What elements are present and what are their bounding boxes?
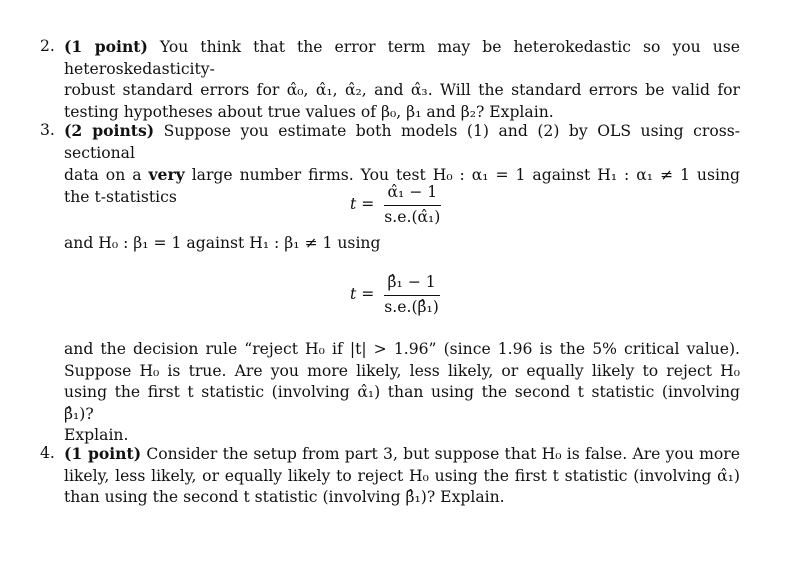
problem-number: 3. [40, 121, 55, 139]
problem-line: Explain. [64, 426, 129, 444]
problem-number: 4. [40, 444, 55, 462]
problem-line [64, 443, 740, 466]
problem-body [64, 443, 740, 509]
problem-text: large number firms. You test H₀ : α₁ = 1 against H₁ : α₁ ≠ 1 using [184, 166, 740, 184]
fraction [380, 182, 444, 228]
points-label: (1 point) [64, 37, 148, 56]
problem-text: data on a [64, 166, 149, 184]
problem-text: Consider the setup from part 3, but suppose that H₀ is false. Are you more [146, 445, 740, 463]
problem-line: and H₀ : β₁ = 1 against H₁ : β₁ ≠ 1 using [64, 234, 381, 252]
fraction-denominator: s.e.(β̂₁) [384, 297, 439, 316]
problem-line: testing hypotheses about true values of β₀, β₁ and β₂? Explain. [64, 102, 554, 121]
problem-line: using the first t statistic (involving α̂₁) than using the second t statistic (involving β̂₁)? [64, 383, 740, 423]
fraction-numerator: α̂₁ − 1 [384, 182, 442, 206]
problem-line: likely, less likely, or equally likely to reject H₀ using the first t statistic (involving α̂₁) [64, 466, 740, 485]
fraction [380, 272, 443, 318]
problem-line: the t-statistics [64, 187, 177, 206]
problem-number: 2. [40, 37, 55, 55]
points-label: (2 points) [64, 121, 155, 140]
problem-line: robust standard errors for α̂₀, α̂₁, α̂₂, and α̂₃. Will the standard errors be valid for [64, 81, 740, 99]
fraction-numerator: β̂₁ − 1 [384, 272, 440, 296]
problem-line: Suppose H₀ is true. Are you more likely, less likely, or equally likely to reject H₀ [64, 361, 740, 380]
problem-3-tail [40, 339, 740, 447]
problem-4 [40, 443, 740, 509]
equation-lhs: t = [350, 195, 375, 214]
problem-line [64, 120, 740, 164]
problem-text: You think that the error term may be heterokedastic so you use heteroskedasticity- [64, 38, 740, 78]
points-label: (1 point) [64, 444, 142, 463]
equation-lhs: t = [350, 285, 375, 304]
fraction-denominator: s.e.(α̂₁) [384, 207, 441, 226]
problem-body [64, 233, 740, 255]
problem-line [64, 36, 740, 80]
problem-3-mid [40, 233, 740, 255]
equation-t-beta [350, 272, 443, 318]
problem-line: and the decision rule “reject H₀ if |t| > 1.96” (since 1.96 is the 5% critical value). [64, 340, 740, 358]
equation-t-alpha [350, 182, 444, 228]
problem-line: than using the second t statistic (involving β̂₁)? Explain. [64, 488, 505, 506]
problem-body [64, 36, 740, 123]
problem-body [64, 339, 740, 447]
emphasis-text: very [148, 165, 185, 184]
problem-2 [40, 36, 740, 123]
problem-text: Suppose you estimate both models (1) and (2) by OLS using cross-sectional [64, 122, 740, 162]
